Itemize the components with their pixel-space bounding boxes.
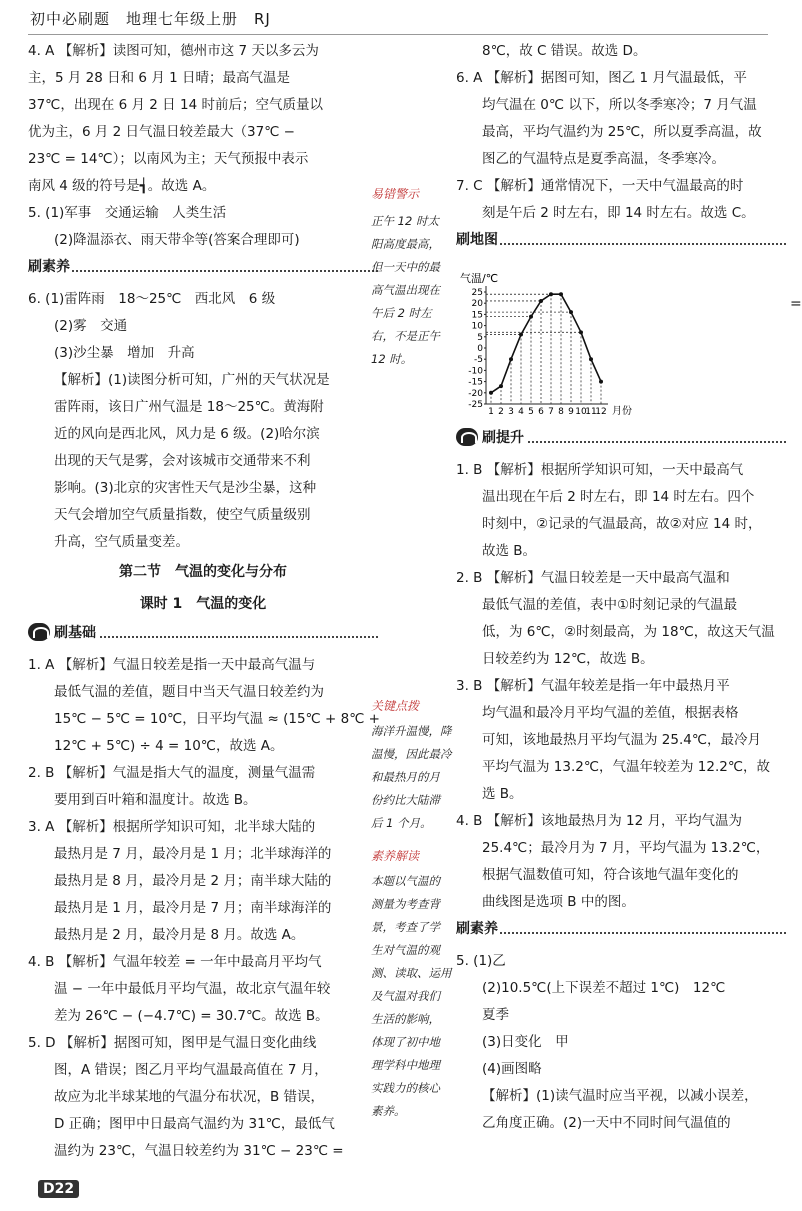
text-line: 【解析】(1)读图分析可知，广州的天气状况是 [54, 372, 330, 388]
data-point [529, 315, 533, 319]
text-line: (2)降温添衣、雨天带伞等(答案合理即可) [54, 232, 300, 248]
text-line: 2. B 【解析】气温是指大气的温度，测量气温需 [28, 765, 316, 781]
data-point [569, 310, 573, 314]
data-point [509, 357, 513, 361]
badge-icon [28, 623, 50, 641]
text-line: 12℃ + 5℃) ÷ 4 = 10℃，故选 A。 [54, 738, 284, 754]
text-line: 温 − 一年中最低月平均气温，故北京气温年较 [54, 981, 331, 997]
section-dots [28, 270, 378, 272]
text-line: 25.4℃；最冷月为 7 月，平均气温为 13.2℃， [482, 840, 770, 856]
text-line: 4. B 【解析】气温年较差 = 一年中最高月平均气 [28, 954, 322, 970]
text-line: 最热月是 1 月，最冷月是 7 月；南半球海洋的 [54, 900, 332, 916]
margin-note-line: 和最热月的月 [371, 770, 440, 784]
right-column [456, 38, 786, 1137]
margin-note-mistake [371, 184, 456, 204]
badge-label: 刷基础 [54, 625, 96, 641]
margin-note-line: 理学科中地理 [371, 1058, 440, 1072]
text-line: 雷阵雨，该日广州气温是 18～25℃。黄海附 [54, 399, 324, 415]
margin-note-line: 12 时。 [371, 352, 413, 366]
y-tick-label: 15 [471, 310, 483, 321]
text-line: 1. B 【解析】根据所学知识可知，一天中最高气 [456, 462, 744, 478]
x-tick-label: 12 [595, 407, 607, 417]
section-label: 刷素养 [456, 921, 498, 937]
chart-xlabel: 月份 [612, 406, 632, 417]
text-line: 最低气温的差值，题目中当天气温日较差约为 [54, 684, 324, 700]
text-line: 要用到百叶箱和温度计。故选 B。 [54, 792, 257, 808]
text-line: (2)10.5℃(上下误差不超过 1℃) 12℃ [482, 980, 726, 996]
data-point [579, 330, 583, 334]
margin-note-line: 体现了初中地 [371, 1035, 440, 1049]
margin-note-text [371, 720, 456, 835]
text-line: 图乙的气温特点是夏季高温，冬季寒冷。 [482, 151, 725, 167]
text-line: (4)画图略 [482, 1061, 542, 1077]
margin-note-line: 阳高度最高， [371, 237, 440, 251]
margin-note-text [371, 870, 456, 1123]
text-line: 天气会增加空气质量指数，使空气质量级别 [54, 507, 311, 523]
margin-note-line: 测、读取、运用 [371, 966, 452, 980]
text-line: 5. (1)军事 交通运输 人类生活 [28, 205, 227, 221]
text-line: 15℃ − 5℃ = 10℃，日平均气温 ≈ (15℃ + 8℃ + [54, 711, 380, 727]
chart-ylabel: 气温/℃ [460, 272, 499, 285]
section-dots [456, 932, 786, 934]
y-tick-label: -20 [468, 388, 483, 399]
text-line: 1. A 【解析】气温日较差是指一天中最高气温与 [28, 657, 316, 673]
page-header: 初中必刷题 地理七年级上册 RJ [30, 10, 271, 28]
text-line: 影响。(3)北京的灾害性天气是沙尘暴，这种 [54, 480, 317, 496]
badge-heading [28, 622, 378, 650]
text-line: 刻是午后 2 时左右，即 14 时左右。故选 C。 [482, 205, 755, 221]
text-line: 图，A 错误；图乙月平均气温最高值在 7 月， [54, 1062, 328, 1078]
text-line: 温约为 23℃，气温日较差约为 31℃ − 23℃ = [54, 1143, 344, 1159]
text-line: (3)日变化 甲 [482, 1034, 569, 1050]
text-line: 6. (1)雷阵雨 18～25℃ 西北风 6 级 [28, 291, 276, 307]
temperature-curve [491, 294, 601, 393]
text-line: 37℃，出现在 6 月 2 日 14 时前后；空气质量以 [28, 97, 323, 113]
margin-note-line: 后 1 个月。 [371, 816, 432, 830]
section-heading [456, 918, 786, 946]
margin-tag: 素养解读 [371, 849, 420, 863]
text-line: 6. A 【解析】据图可知，图乙 1 月气温最低，平 [456, 70, 747, 86]
x-tick-label: 4 [518, 407, 524, 417]
data-point [499, 384, 503, 388]
margin-note-line: 温慢，因此最冷 [371, 747, 452, 761]
y-tick-label: 10 [471, 321, 483, 332]
section-label: 刷素养 [28, 259, 70, 275]
section-label: 刷地图 [456, 232, 498, 248]
text-line: (2)雾 交通 [54, 318, 128, 334]
left-column [28, 38, 378, 1165]
section-dots [456, 243, 786, 245]
text-line: 最热月是 7 月，最冷月是 1 月；北半球海洋的 [54, 846, 332, 862]
text-line: 主，5 月 28 日和 6 月 1 日晴；最高气温是 [28, 70, 290, 86]
margin-tag: 易错警示 [371, 187, 420, 201]
text-line: 最高，平均气温约为 25℃，所以夏季高温，故 [482, 124, 762, 140]
badge-icon [456, 428, 478, 446]
header-rule [28, 34, 768, 35]
y-tick-label: 0 [477, 344, 483, 354]
text-line: 温出现在午后 2 时左右，即 14 时左右。四个 [482, 489, 755, 505]
text-line: 可知，该地最热月平均气温为 25.4℃，最冷月 [482, 732, 762, 748]
margin-note-line: 高气温出现在 [371, 283, 440, 297]
text-line: 差为 26℃ − (−4.7℃) = 30.7℃。故选 B。 [54, 1008, 329, 1024]
margin-note-line: 但一天中的最 [371, 260, 440, 274]
margin-note-line: 海洋升温慢，降 [371, 724, 452, 738]
margin-note-line: 份约比大陆滞 [371, 793, 440, 807]
margin-tag: 关键点拨 [371, 699, 420, 713]
text-line: 最热月是 2 月，最冷月是 8 月。故选 A。 [54, 927, 305, 943]
margin-note-line: 素养。 [371, 1104, 406, 1118]
text-line: 2. B 【解析】气温日较差是一天中最高气温和 [456, 570, 730, 586]
margin-note-line: 生对气温的观 [371, 943, 440, 957]
text-line: 近的风向是西北风，风力是 6 级。(2)哈尔滨 [54, 426, 320, 442]
text-line: 3. B 【解析】气温年较差是指一年中最热月平 [456, 678, 730, 694]
text-line: 5. (1)乙 [456, 953, 506, 969]
text-line: 选 B。 [482, 786, 523, 802]
text-line: 优为主，6 月 2 日气温日较差最大（37℃ − [28, 124, 295, 140]
margin-note-line: 景，考查了学 [371, 920, 440, 934]
data-point [549, 292, 553, 296]
text-line: 升高，空气质量变差。 [54, 534, 189, 550]
section-heading [456, 229, 786, 257]
margin-mark: = [790, 296, 802, 312]
margin-note-line: 生活的影响， [371, 1012, 440, 1026]
y-tick-label: -25 [468, 400, 483, 410]
text-line: 曲线图是选项 B 中的图。 [482, 894, 635, 910]
text-line: (3)沙尘暴 增加 升高 [54, 345, 195, 361]
text-line: 4. B 【解析】该地最热月为 12 月，平均气温为 [456, 813, 742, 829]
text-line: 夏季 [482, 1007, 509, 1023]
x-tick-label: 7 [548, 407, 554, 417]
text-line: 日较差约为 12℃，故选 B。 [482, 651, 654, 667]
x-tick-label: 3 [508, 407, 514, 417]
x-tick-label: 8 [558, 407, 564, 417]
text-line: 根据气温数值可知，符合该地气温年变化的 [482, 867, 739, 883]
badge-label-wrap [28, 622, 98, 642]
data-point [489, 391, 493, 395]
margin-note-key [371, 696, 456, 716]
section-title: 课时 1 气温的变化 [139, 596, 267, 612]
text-line: 【解析】(1)读气温时应当平视，以减小误差， [482, 1088, 758, 1104]
x-tick-label: 9 [568, 407, 574, 417]
x-tick-label: 11 [585, 407, 597, 417]
text-line: 时刻中，②记录的气温最高，故②对应 14 时， [482, 516, 762, 532]
data-point [559, 292, 563, 296]
y-tick-label: 5 [477, 332, 483, 343]
y-tick-label: 20 [471, 299, 483, 310]
text-line: 乙角度正确。(2)一天中不同时间气温值的 [482, 1115, 731, 1131]
data-point [589, 357, 593, 361]
data-point [599, 380, 603, 384]
text-line: 7. C 【解析】通常情况下，一天中气温最高的时 [456, 178, 744, 194]
badge-label: 刷提升 [482, 430, 524, 446]
section-title: 第二节 气温的变化与分布 [119, 564, 287, 580]
x-tick-label: 6 [538, 407, 544, 417]
text-line: D 正确；图甲中日最高气温约为 31℃，最低气 [54, 1116, 335, 1132]
text-line: 最热月是 8 月，最冷月是 2 月；南半球大陆的 [54, 873, 332, 889]
margin-note-line: 及气温对我们 [371, 989, 440, 1003]
x-tick-label: 5 [528, 407, 534, 417]
text-line: 平均气温为 13.2℃，气温年较差为 12.2℃，故 [482, 759, 771, 775]
data-point [519, 333, 523, 337]
text-line: 3. A 【解析】根据所学知识可知，北半球大陆的 [28, 819, 316, 835]
y-tick-label: 25 [471, 288, 483, 298]
text-line: 故选 B。 [482, 543, 537, 559]
text-line: 23℃ = 14℃）；以南风为主；天气预报中表示 [28, 151, 309, 167]
text-line: 4. A 【解析】读图可知，德州市这 7 天以多云为 [28, 43, 319, 59]
y-tick-label: -10 [468, 366, 483, 377]
badge-heading [456, 427, 786, 455]
x-tick-label: 10 [575, 407, 587, 417]
section-heading [28, 256, 378, 284]
margin-note-line: 测量为考查背 [371, 897, 440, 911]
text-line: 8℃，故 C 错误。故选 D。 [482, 43, 647, 59]
margin-note-line: 实践力的核心 [371, 1081, 440, 1095]
y-tick-label: -5 [474, 355, 483, 366]
badge-label-wrap [456, 427, 526, 447]
margin-note-line: 正午 12 时太 [371, 214, 439, 228]
text-line: 南风 4 级的符号是┪。故选 A。 [28, 178, 216, 194]
margin-note-literacy [371, 846, 456, 866]
text-line: 故应为北半球某地的气温分布状况，B 错误， [54, 1089, 325, 1105]
x-tick-label: 2 [498, 407, 504, 417]
text-line: 均气温在 0℃ 以下，所以冬季寒冷；7 月气温 [482, 97, 757, 113]
margin-note-text [371, 210, 456, 371]
margin-note-line: 午后 2 时左 [371, 306, 432, 320]
temperature-chart [456, 264, 656, 417]
margin-note-line: 本题以气温的 [371, 874, 440, 888]
text-line: 出现的天气是雾，会对该城市交通带来不利 [54, 453, 311, 469]
margin-note-line: 右，不是正午 [371, 329, 440, 343]
x-tick-label: 1 [488, 407, 494, 417]
page-number: D22 [38, 1180, 79, 1198]
y-tick-label: -15 [468, 377, 483, 388]
text-line: 均气温和最冷月平均气温的差值，根据表格 [482, 705, 739, 721]
text-line: 最低气温的差值，表中①时刻记录的气温最 [482, 597, 738, 613]
data-point [539, 299, 543, 303]
text-line: 低，为 6℃，②时刻最高，为 18℃，故这天气温 [482, 624, 775, 640]
text-line: 5. D 【解析】据图可知，图甲是气温日变化曲线 [28, 1035, 317, 1051]
